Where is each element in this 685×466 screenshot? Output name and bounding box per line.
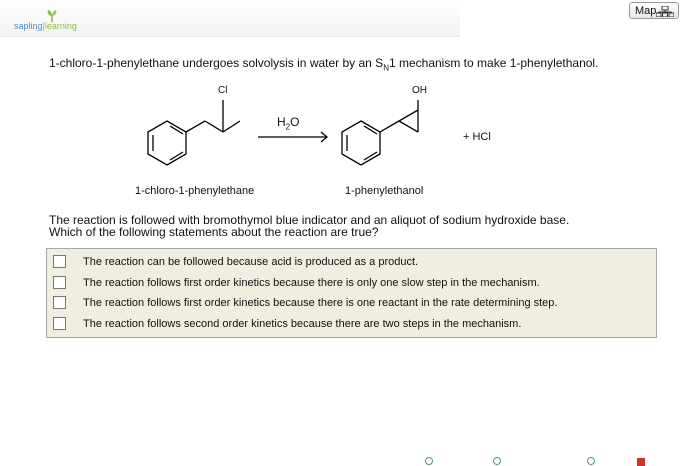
header-bar — [0, 0, 460, 37]
footer-toolbar — [415, 455, 685, 463]
reactant-name: 1-chloro-1-phenylethane — [135, 185, 255, 197]
option-1-checkbox[interactable] — [53, 255, 66, 268]
option-3-checkbox[interactable] — [53, 296, 66, 309]
option-2-checkbox[interactable] — [53, 276, 66, 289]
map-label: Map — [635, 5, 657, 17]
question-text: The reaction is followed with bromothymol blue indicator and an aliquot of sodium hydroxide base. Which of the following statements about the reaction are true? — [49, 213, 570, 239]
reagent-water: $H_2O$ — [277, 115, 300, 132]
byproduct-hcl: + HCl — [463, 131, 491, 143]
map-button[interactable] — [629, 2, 679, 19]
check-answer-icon[interactable] — [493, 457, 501, 465]
previous-icon[interactable] — [425, 457, 433, 465]
logo-text: sapling|learning — [14, 21, 77, 31]
option-4-checkbox[interactable] — [53, 317, 66, 330]
chlorine-label: Cl — [218, 85, 228, 96]
problem-intro: 1-chloro-1-phenylethane undergoes solvolysis in water by an $S_N1$ mechanism to make 1-phenylethanol. — [49, 56, 599, 73]
product-benzene-ring — [342, 121, 380, 165]
option-2-text: The reaction follows first order kinetics because there is only one slow step in the mechanism. — [83, 277, 540, 289]
reactant-side-chain — [186, 100, 240, 132]
product-side-chain — [380, 100, 418, 132]
answer-options — [46, 248, 657, 338]
hydroxyl-label: OH — [412, 85, 427, 96]
next-icon[interactable] — [587, 457, 595, 465]
product-name: 1-phenylethanol — [345, 185, 424, 197]
option-1-text: The reaction can be followed because acid is produced as a product. — [83, 256, 419, 268]
reaction-scheme — [130, 80, 550, 210]
site-map-icon — [656, 6, 674, 17]
reaction-arrow — [258, 132, 327, 142]
reactant-benzene-ring — [148, 121, 186, 165]
sapling-learning-logo — [14, 10, 94, 34]
option-4-text: The reaction follows second order kinetics because there are two steps in the mechanism. — [83, 318, 522, 330]
exit-icon[interactable] — [637, 458, 645, 466]
option-3-text: The reaction follows first order kinetics because there is one reactant in the rate determining step. — [83, 297, 558, 309]
